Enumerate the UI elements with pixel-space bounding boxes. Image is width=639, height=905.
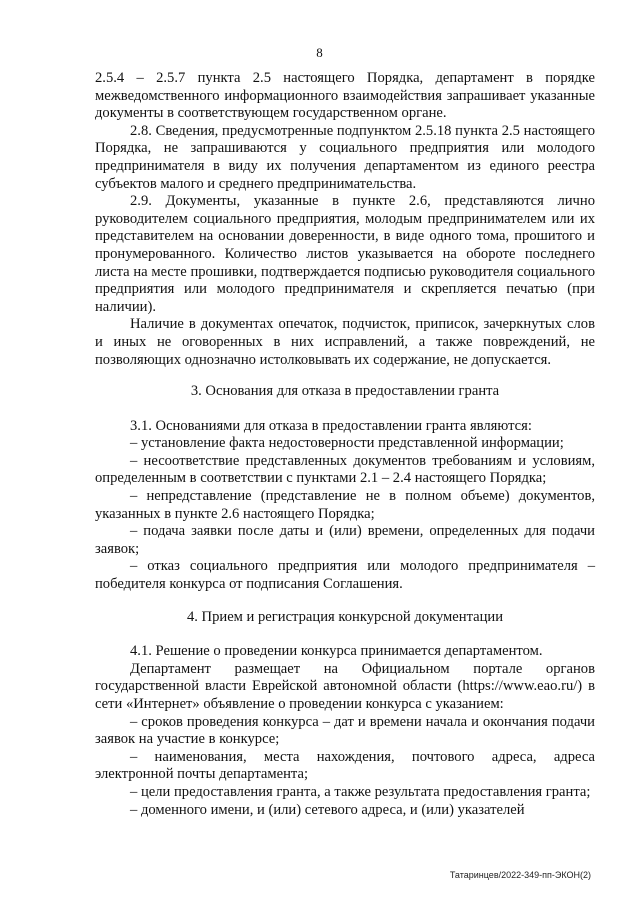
paragraph: 2.9. Документы, указанные в пункте 2.6, представляются лично руководителем социального предприятия, молодым предпринимателем или их представителем на основании доверенности, в виде одного тома, прошитого и пронумерованного. Количество листов указывается на обороте последнего листа на месте прошивки, подтверждается подписью руководителя социального предприятия или молодого предпринимателя и скрепляется печатью (при наличии). (95, 193, 595, 315)
list-item: – отказ социального предприятия или молодого предпринимателя – победителя конкурса от подписания Соглашения. (95, 558, 595, 593)
paragraph: 3.1. Основаниями для отказа в предоставлении гранта являются: (130, 417, 532, 434)
paragraph: Наличие в документах опечаток, подчисток, приписок, зачеркнутых слов и иных не оговоренных в них исправлений, а также повреждений, не позволяющих однозначно истолковывать их содержание, не допускается. (95, 316, 595, 368)
footer-document-id: Татаринцев/2022-349-пп-ЭКОН(2) (449, 870, 591, 880)
list-item: – цели предоставления гранта, а также результата предоставления гранта; (130, 783, 591, 800)
paragraph: 2.5.4 – 2.5.7 пункта 2.5 настоящего Порядка, департамент в порядке межведомственного информационного взаимодействия запрашивает указанные документы в соответствующем государственном органе. (95, 70, 595, 122)
list-item: – непредставление (представление не в полном объеме) документов, указанных в пункте 2.6 настоящего Порядка; (95, 488, 595, 522)
section-heading: 3. Основания для отказа в предоставлении гранта (190, 383, 500, 400)
list-item: – несоответствие представленных документов требованиям и условиям, определенным в соответствии с пунктами 2.1 – 2.4 настоящего Порядка; (95, 452, 595, 487)
page-number: 8 (316, 45, 323, 60)
paragraph: 4.1. Решение о проведении конкурса принимается департаментом. (130, 643, 543, 660)
list-item: – подача заявки после даты и (или) времени, определенных для подачи заявок; (95, 523, 595, 557)
section-heading: 4. Прием и регистрация конкурсной документации (186, 608, 504, 625)
list-item: – сроков проведения конкурса – дат и времени начала и окончания подачи заявок на участие в конкурсе; (95, 713, 595, 748)
paragraph: Департамент размещает на Официальном портале органов государственной власти Еврейской автономной области (https://www.eao.ru/) в сети «Интернет» объявление о проведении конкурса с указанием: (95, 660, 595, 712)
list-item: – доменного имени, и (или) сетевого адреса, и (или) указателей (130, 801, 525, 818)
list-item: – установление факта недостоверности представленной информации; (130, 435, 564, 452)
document-body (95, 70, 595, 819)
list-item: – наименования, места нахождения, почтового адреса, адреса электронной почты департамента; (95, 748, 595, 783)
paragraph: 2.8. Сведения, предусмотренные подпунктом 2.5.18 пункта 2.5 настоящего Порядка, не запрашиваются у социального предприятия или молодого предпринимателя в виду их получения департаментом из единого реестра субъектов малого и среднего предпринимательства. (95, 122, 595, 192)
